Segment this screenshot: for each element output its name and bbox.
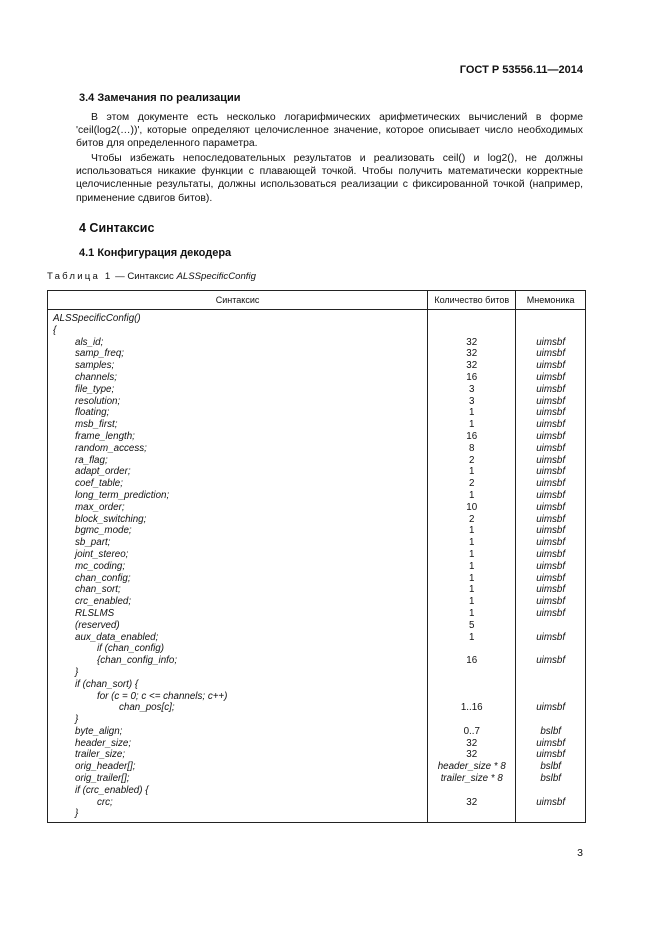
syntax-cell: if (chan_sort) { [48, 679, 428, 691]
page-number: 3 [577, 847, 583, 859]
mnemonic-cell [516, 310, 586, 325]
bits-cell: 1 [428, 608, 516, 620]
bits-cell: 2 [428, 455, 516, 467]
table-row [48, 549, 586, 561]
mnemonic-cell: uimsbf [516, 702, 586, 714]
table-row [48, 348, 586, 360]
bits-cell [428, 310, 516, 325]
table-row [48, 561, 586, 573]
table-row [48, 502, 586, 514]
bits-cell: 1 [428, 525, 516, 537]
syntax-cell: als_id; [48, 337, 428, 349]
mnemonic-cell [516, 691, 586, 703]
mnemonic-cell [516, 808, 586, 822]
syntax-cell: joint_stereo; [48, 549, 428, 561]
syntax-cell: { [48, 325, 428, 337]
syntax-table [47, 290, 586, 823]
table-row [48, 679, 586, 691]
bits-cell [428, 679, 516, 691]
mnemonic-cell [516, 785, 586, 797]
table-row [48, 325, 586, 337]
syntax-cell: file_type; [48, 384, 428, 396]
table-row [48, 478, 586, 490]
syntax-cell: mc_coding; [48, 561, 428, 573]
bits-cell: trailer_size * 8 [428, 773, 516, 785]
syntax-cell: chan_config; [48, 573, 428, 585]
syntax-cell: bgmc_mode; [48, 525, 428, 537]
mnemonic-cell: uimsbf [516, 549, 586, 561]
bits-cell: 0..7 [428, 726, 516, 738]
table-row [48, 337, 586, 349]
table-row [48, 714, 586, 726]
syntax-cell: if (chan_config) [48, 643, 428, 655]
mnemonic-cell: uimsbf [516, 443, 586, 455]
mnemonic-cell: uimsbf [516, 419, 586, 431]
syntax-cell: resolution; [48, 396, 428, 408]
table-row [48, 431, 586, 443]
table-row [48, 620, 586, 632]
table-row [48, 596, 586, 608]
table-row [48, 785, 586, 797]
syntax-cell: coef_table; [48, 478, 428, 490]
syntax-cell: max_order; [48, 502, 428, 514]
bits-cell: 1 [428, 419, 516, 431]
table-row [48, 514, 586, 526]
table-row [48, 455, 586, 467]
bits-cell: 32 [428, 749, 516, 761]
syntax-cell: byte_align; [48, 726, 428, 738]
syntax-cell: chan_pos[c]; [48, 702, 428, 714]
syntax-cell: ra_flag; [48, 455, 428, 467]
table-row [48, 525, 586, 537]
bits-cell: 1 [428, 573, 516, 585]
syntax-cell: chan_sort; [48, 584, 428, 596]
mnemonic-cell: uimsbf [516, 490, 586, 502]
syntax-cell: for (c = 0; c <= channels; c++) [48, 691, 428, 703]
table-row [48, 584, 586, 596]
mnemonic-cell: uimsbf [516, 384, 586, 396]
bits-cell [428, 325, 516, 337]
table-row [48, 608, 586, 620]
syntax-cell: aux_data_enabled; [48, 632, 428, 644]
mnemonic-cell: bslbf [516, 773, 586, 785]
bits-cell: 2 [428, 478, 516, 490]
bits-cell [428, 667, 516, 679]
bits-cell: 1 [428, 584, 516, 596]
syntax-cell: adapt_order; [48, 466, 428, 478]
bits-cell: header_size * 8 [428, 761, 516, 773]
table-row [48, 384, 586, 396]
syntax-cell: if (crc_enabled) { [48, 785, 428, 797]
table-row [48, 655, 586, 667]
bits-cell: 16 [428, 431, 516, 443]
bits-cell: 1 [428, 549, 516, 561]
mnemonic-cell: uimsbf [516, 360, 586, 372]
mnemonic-cell: uimsbf [516, 466, 586, 478]
bits-cell: 1 [428, 537, 516, 549]
bits-cell: 3 [428, 384, 516, 396]
mnemonic-cell [516, 643, 586, 655]
table-row [48, 808, 586, 822]
bits-cell: 1..16 [428, 702, 516, 714]
syntax-cell: header_size; [48, 738, 428, 750]
table-row [48, 360, 586, 372]
syntax-cell: } [48, 667, 428, 679]
table-row [48, 726, 586, 738]
mnemonic-cell: uimsbf [516, 502, 586, 514]
table-row [48, 396, 586, 408]
table-row [48, 419, 586, 431]
table-row [48, 773, 586, 785]
syntax-cell: frame_length; [48, 431, 428, 443]
header-bits: Количество битов [428, 291, 516, 310]
mnemonic-cell [516, 679, 586, 691]
syntax-cell: long_term_prediction; [48, 490, 428, 502]
table-row [48, 407, 586, 419]
bits-cell: 32 [428, 337, 516, 349]
syntax-cell: } [48, 714, 428, 726]
table-caption-name: ALSSpecificConfig [176, 271, 256, 282]
mnemonic-cell: uimsbf [516, 455, 586, 467]
mnemonic-cell: uimsbf [516, 608, 586, 620]
table-header-row [48, 291, 586, 310]
bits-cell: 32 [428, 348, 516, 360]
bits-cell [428, 714, 516, 726]
table-row [48, 310, 586, 325]
table-row [48, 632, 586, 644]
bits-cell: 1 [428, 561, 516, 573]
bits-cell: 1 [428, 596, 516, 608]
syntax-cell: (reserved) [48, 620, 428, 632]
bits-cell: 10 [428, 502, 516, 514]
table-row [48, 797, 586, 809]
mnemonic-cell: uimsbf [516, 797, 586, 809]
table-row [48, 761, 586, 773]
table-caption [47, 271, 256, 282]
syntax-cell: } [48, 808, 428, 822]
mnemonic-cell [516, 325, 586, 337]
mnemonic-cell: uimsbf [516, 407, 586, 419]
syntax-cell: trailer_size; [48, 749, 428, 761]
table-row [48, 667, 586, 679]
mnemonic-cell: uimsbf [516, 337, 586, 349]
mnemonic-cell: bslbf [516, 726, 586, 738]
syntax-cell: channels; [48, 372, 428, 384]
mnemonic-cell: uimsbf [516, 738, 586, 750]
bits-cell: 16 [428, 655, 516, 667]
syntax-cell: orig_trailer[]; [48, 773, 428, 785]
bits-cell: 2 [428, 514, 516, 526]
syntax-cell: samples; [48, 360, 428, 372]
syntax-cell: ALSSpecificConfig() [48, 310, 428, 325]
table-row [48, 490, 586, 502]
table-row [48, 573, 586, 585]
bits-cell: 1 [428, 490, 516, 502]
syntax-cell: samp_freq; [48, 348, 428, 360]
syntax-cell: crc; [48, 797, 428, 809]
table-row [48, 466, 586, 478]
syntax-cell: block_switching; [48, 514, 428, 526]
header-mnemonic: Мнемоника [516, 291, 586, 310]
document-number: ГОСТ Р 53556.11—2014 [459, 64, 583, 76]
table-row [48, 643, 586, 655]
bits-cell: 32 [428, 738, 516, 750]
bits-cell: 5 [428, 620, 516, 632]
mnemonic-cell: uimsbf [516, 478, 586, 490]
syntax-cell: floating; [48, 407, 428, 419]
section-3-4-paragraph-2: Чтобы избежать непоследовательных результатов и реализовать ceil() и log2(), не должны использоваться никакие функции с плавающей точкой. Чтобы получить математически корректные целочисленные результаты, должны использоваться реализации с фиксированной точкой (например, применение сдвигов битов). [76, 153, 583, 204]
bits-cell: 1 [428, 632, 516, 644]
mnemonic-cell [516, 667, 586, 679]
bits-cell: 3 [428, 396, 516, 408]
syntax-cell: random_access; [48, 443, 428, 455]
table-caption-prefix: Таблица 1 [47, 271, 113, 282]
bits-cell: 16 [428, 372, 516, 384]
mnemonic-cell: uimsbf [516, 372, 586, 384]
table-row [48, 443, 586, 455]
table-body [48, 310, 586, 823]
mnemonic-cell: uimsbf [516, 573, 586, 585]
mnemonic-cell: uimsbf [516, 525, 586, 537]
mnemonic-cell: bslbf [516, 761, 586, 773]
bits-cell [428, 691, 516, 703]
syntax-cell: sb_part; [48, 537, 428, 549]
bits-cell [428, 808, 516, 822]
bits-cell: 8 [428, 443, 516, 455]
bits-cell [428, 785, 516, 797]
mnemonic-cell [516, 620, 586, 632]
mnemonic-cell: uimsbf [516, 514, 586, 526]
table-row [48, 738, 586, 750]
mnemonic-cell: uimsbf [516, 584, 586, 596]
mnemonic-cell: uimsbf [516, 396, 586, 408]
table-row [48, 372, 586, 384]
syntax-cell: orig_header[]; [48, 761, 428, 773]
mnemonic-cell: uimsbf [516, 348, 586, 360]
header-syntax: Синтаксис [48, 291, 428, 310]
mnemonic-cell: uimsbf [516, 537, 586, 549]
mnemonic-cell: uimsbf [516, 596, 586, 608]
table-row [48, 537, 586, 549]
bits-cell: 1 [428, 407, 516, 419]
section-4-1-heading: 4.1 Конфигурация декодера [79, 247, 232, 259]
mnemonic-cell: uimsbf [516, 655, 586, 667]
syntax-cell: crc_enabled; [48, 596, 428, 608]
section-4-heading: 4 Синтаксис [79, 221, 155, 235]
bits-cell: 1 [428, 466, 516, 478]
table-caption-separator: — Синтаксис [112, 271, 177, 282]
table-row [48, 691, 586, 703]
table-row [48, 749, 586, 761]
bits-cell [428, 643, 516, 655]
mnemonic-cell: uimsbf [516, 431, 586, 443]
syntax-cell: RLSLMS [48, 608, 428, 620]
syntax-cell: {chan_config_info; [48, 655, 428, 667]
mnemonic-cell [516, 714, 586, 726]
bits-cell: 32 [428, 360, 516, 372]
syntax-cell: msb_first; [48, 419, 428, 431]
section-3-4-paragraph-1: В этом документе есть несколько логарифмических арифметических вычислений в форме 'ceil(log2(…))', которые определяют целочисленное значение, которое описывает число необходимых битов для определенного параметра. [76, 112, 583, 150]
section-3-4-heading: 3.4 Замечания по реализации [79, 92, 241, 104]
bits-cell: 32 [428, 797, 516, 809]
mnemonic-cell: uimsbf [516, 632, 586, 644]
mnemonic-cell: uimsbf [516, 749, 586, 761]
table-row [48, 702, 586, 714]
mnemonic-cell: uimsbf [516, 561, 586, 573]
